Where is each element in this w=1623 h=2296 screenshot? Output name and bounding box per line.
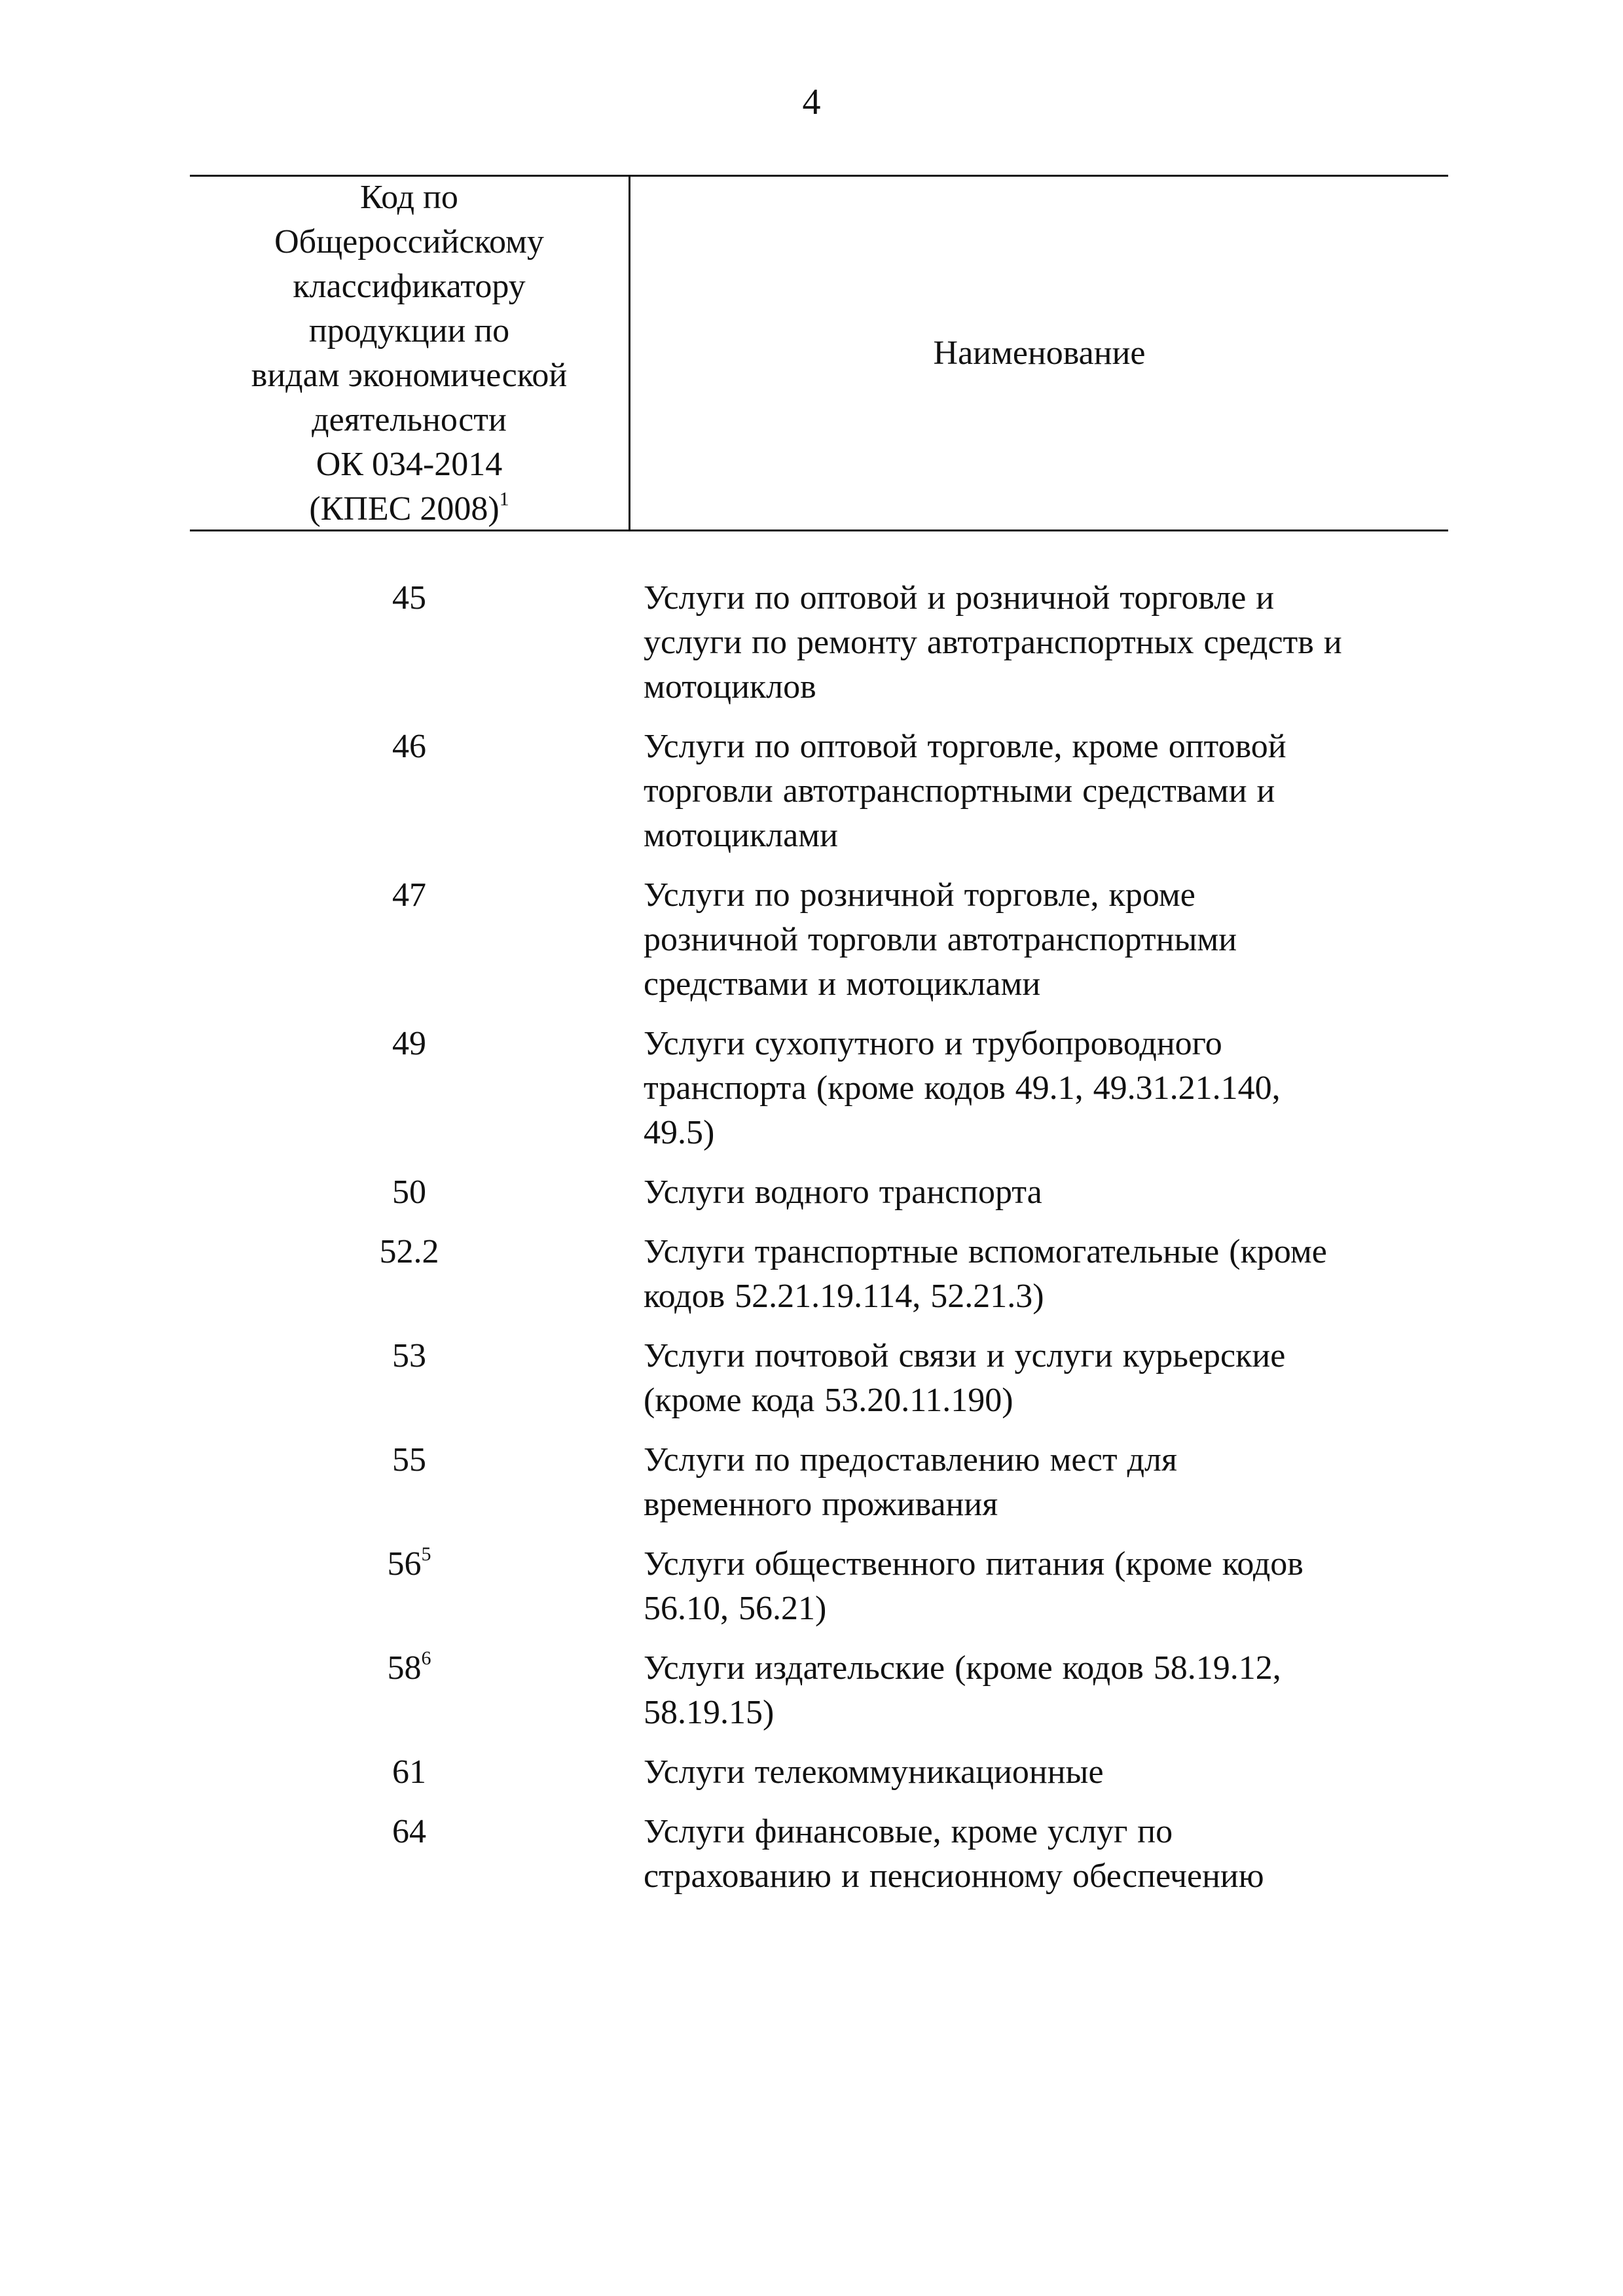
row-code-text: 46 xyxy=(392,728,426,765)
row-name-line: торговли автотранспортными средствами и xyxy=(644,772,1275,810)
header-code-line: видам экономической xyxy=(251,356,568,394)
row-code-text: 50 xyxy=(392,1174,426,1211)
row-name xyxy=(629,1438,1448,1527)
header-code-last-text: (КПЕС 2008) xyxy=(309,490,500,528)
table-row xyxy=(190,1170,1448,1215)
footnote-ref: 5 xyxy=(421,1543,431,1565)
row-name xyxy=(629,1810,1448,1899)
row-name xyxy=(629,725,1448,858)
row-code-text: 49 xyxy=(392,1025,426,1062)
header-code-label xyxy=(251,175,567,531)
row-name-line: Услуги телекоммуникационные xyxy=(644,1753,1104,1791)
row-name xyxy=(629,1542,1448,1631)
row-name xyxy=(629,1334,1448,1423)
header-code-line: ОК 034-2014 xyxy=(316,445,503,483)
row-code xyxy=(190,1810,629,1899)
row-name-line: временного проживания xyxy=(644,1486,998,1523)
table-row xyxy=(190,1810,1448,1899)
row-code-text: 58 xyxy=(387,1649,422,1687)
row-name-line: 56.10, 56.21) xyxy=(644,1590,827,1627)
row-name-line: Услуги транспортные вспомогательные (кроме xyxy=(644,1233,1327,1270)
table-row xyxy=(190,1230,1448,1319)
row-code-text: 52.2 xyxy=(379,1233,439,1270)
row-name-line: транспорта (кроме кодов 49.1, 49.31.21.140, xyxy=(644,1069,1281,1107)
row-name xyxy=(629,1646,1448,1735)
row-code-text: 53 xyxy=(392,1337,426,1374)
row-name-line: (кроме кода 53.20.11.190) xyxy=(644,1382,1013,1419)
footnote-ref: 6 xyxy=(421,1647,431,1669)
row-name-line: услуги по ремонту автотранспортных средств и xyxy=(644,624,1342,661)
row-code xyxy=(190,873,629,1007)
row-name-line: средствами и мотоциклами xyxy=(644,965,1041,1003)
row-name-line: Услуги почтовой связи и услуги курьерские xyxy=(644,1337,1286,1374)
row-name xyxy=(629,873,1448,1007)
header-code-line: Код по xyxy=(360,178,458,216)
row-name-line: кодов 52.21.19.114, 52.21.3) xyxy=(644,1278,1044,1315)
row-code xyxy=(190,1022,629,1155)
table-row xyxy=(190,1334,1448,1423)
row-name-line: Услуги общественного питания (кроме кодов xyxy=(644,1545,1304,1583)
row-code-text: 64 xyxy=(392,1813,426,1850)
row-name-line: Услуги по розничной торговле, кроме xyxy=(644,876,1195,914)
row-name-line: Услуги по оптовой и розничной торговле и xyxy=(644,579,1275,617)
table-row xyxy=(190,725,1448,858)
row-code xyxy=(190,1334,629,1423)
table-body xyxy=(190,576,1448,1914)
row-name xyxy=(629,1170,1448,1215)
header-code-cell xyxy=(190,177,629,529)
row-name-line: страхованию и пенсионному обеспечению xyxy=(644,1857,1264,1895)
row-code xyxy=(190,576,629,709)
table-row xyxy=(190,1542,1448,1631)
row-name xyxy=(629,1022,1448,1155)
header-code-line-last xyxy=(251,487,567,531)
table-row xyxy=(190,1750,1448,1795)
header-name-label: Наименование xyxy=(933,334,1146,372)
row-code-text: 61 xyxy=(392,1753,426,1791)
header-code-line: классификатору xyxy=(293,267,526,305)
header-code-line: Общероссийскому xyxy=(274,223,544,260)
row-name-line: мотоциклами xyxy=(644,817,838,854)
row-code-text: 47 xyxy=(392,876,426,914)
footnote-ref: 1 xyxy=(499,488,509,510)
row-name-line: Услуги финансовые, кроме услуг по xyxy=(644,1813,1173,1850)
row-code-text: 55 xyxy=(392,1441,426,1479)
row-name-line: Услуги сухопутного и трубопроводного xyxy=(644,1025,1222,1062)
row-name xyxy=(629,1750,1448,1795)
table-row xyxy=(190,1022,1448,1155)
row-name xyxy=(629,1230,1448,1319)
table-row xyxy=(190,576,1448,709)
row-name-line: Услуги издательские (кроме кодов 58.19.12, xyxy=(644,1649,1281,1687)
row-code xyxy=(190,1438,629,1527)
row-name-line: Услуги водного транспорта xyxy=(644,1174,1042,1211)
row-name xyxy=(629,576,1448,709)
row-name-line: 49.5) xyxy=(644,1114,715,1151)
row-name-line: розничной торговли автотранспортными xyxy=(644,921,1237,958)
table-row xyxy=(190,1438,1448,1527)
page-number: 4 xyxy=(802,82,821,122)
row-code xyxy=(190,1750,629,1795)
table-header xyxy=(190,175,1448,531)
row-name-line: мотоциклов xyxy=(644,668,816,706)
header-code-line: деятельности xyxy=(312,401,507,439)
table-row xyxy=(190,873,1448,1007)
row-code-text: 56 xyxy=(387,1545,422,1583)
row-name-line: Услуги по оптовой торговле, кроме оптовой xyxy=(644,728,1286,765)
row-code xyxy=(190,1542,629,1631)
row-code xyxy=(190,1646,629,1735)
row-code-text: 45 xyxy=(392,579,426,617)
table-row xyxy=(190,1646,1448,1735)
row-name-line: 58.19.15) xyxy=(644,1694,775,1731)
header-code-line: продукции по xyxy=(308,312,510,350)
row-code xyxy=(190,1170,629,1215)
row-name-line: Услуги по предоставлению мест для xyxy=(644,1441,1177,1479)
row-code xyxy=(190,725,629,858)
row-code xyxy=(190,1230,629,1319)
